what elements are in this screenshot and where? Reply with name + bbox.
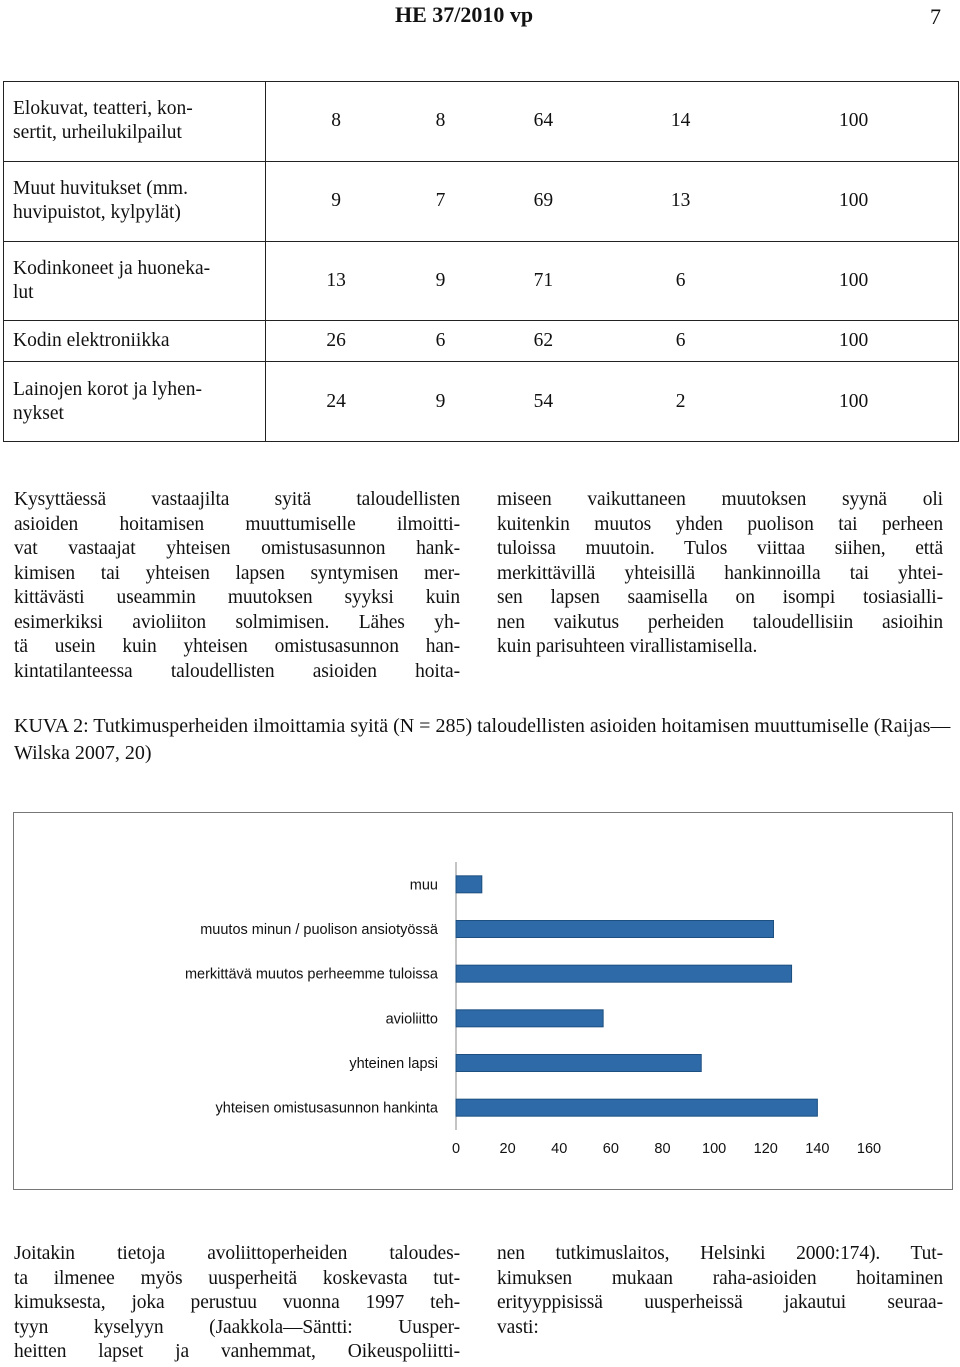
table-row <box>4 362 959 442</box>
table-cell: 13 <box>266 241 407 321</box>
table-cell: 69 <box>475 161 612 241</box>
text-line: Joitakin tietoja avoliittoperheiden taloudes- <box>14 1243 460 1264</box>
table-cell: 62 <box>475 321 612 362</box>
x-tick-label: 80 <box>654 1141 671 1157</box>
text-line: heitten lapset ja vanhemmat, Oikeuspoliitti- <box>14 1341 460 1362</box>
text-line: tuloissa muutoin. Tulos viittaa siihen, että <box>497 538 943 559</box>
row-label-line: Lainojen korot ja lyhen- <box>13 378 202 400</box>
body-text-bottom-left <box>14 1242 460 1365</box>
x-tick-label: 100 <box>702 1141 727 1157</box>
text-line: nen vaikutus perheiden taloudellisiin asioihin <box>497 611 943 633</box>
table-row <box>4 161 959 241</box>
table-cell: 71 <box>475 241 612 321</box>
table-row <box>4 321 959 362</box>
text-line: merkittävillä yhteisillä hankinnoilla tai yhtei- <box>497 562 943 584</box>
page-number: 7 <box>930 4 941 29</box>
table-cell: 14 <box>612 82 749 162</box>
row-label <box>4 82 266 162</box>
table-cell: 6 <box>612 241 749 321</box>
category-label: yhteisen omistusasunnon hankinta <box>215 1100 438 1117</box>
text-line: nen tutkimuslaitos, Helsinki 2000:174). Tut- <box>497 1243 943 1264</box>
row-label <box>4 161 266 241</box>
x-tick-label: 0 <box>451 1141 461 1157</box>
text-line: vasti: <box>497 1316 539 1338</box>
x-tick-label: 160 <box>856 1141 882 1157</box>
table-cell: 24 <box>266 362 407 442</box>
figure-caption: KUVA 2: Tutkimusperheiden ilmoittamia syitä (N = 285) taloudellisten asioiden hoitamisen muuttumiselle (Raijas—Wilska 2007, 20) <box>14 715 951 764</box>
row-label-line: huvipuistot, kylpylät) <box>13 202 181 224</box>
row-label-line: Elokuvat, teatteri, kon- <box>13 98 193 120</box>
text-line: kimisen tai yhteisen lapsen syntymisen mer- <box>14 562 460 584</box>
text-line: miseen vaikuttaneen muutoksen syynä oli <box>497 489 943 510</box>
row-label <box>4 362 266 442</box>
text-line: tyyn kyselyyn (Jaakkola—Säntti: Uusper- <box>14 1316 460 1338</box>
table-cell: 8 <box>406 82 475 162</box>
text-line: kintatilanteessa taloudellisten asioiden hoita- <box>14 660 460 682</box>
text-line: kimuksen mukaan raha-asioiden hoitaminen <box>497 1267 943 1289</box>
table-cell: 9 <box>266 161 407 241</box>
text-line: vat vastaajat yhteisen omistusasunnon hank- <box>14 538 460 559</box>
body-text-top-left <box>14 488 460 684</box>
row-label <box>4 241 266 321</box>
text-line: sen lapsen saamisella on isompi tosiasialli- <box>497 587 943 608</box>
data-table <box>3 81 959 442</box>
table-cell: 100 <box>749 362 958 442</box>
table-cell: 100 <box>749 161 958 241</box>
row-label-line: Kodin elektroniikka <box>13 330 170 352</box>
body-text-top-right <box>497 488 943 660</box>
table-cell: 6 <box>406 321 475 362</box>
category-label: muutos minun / puolison ansiotyössä <box>200 922 438 938</box>
row-label-line: Muut huvitukset (mm. <box>13 178 188 200</box>
table-cell: 100 <box>749 82 958 162</box>
text-line: asioiden hoitamisen muuttumiselle ilmoitti- <box>14 513 460 535</box>
category-label: merkittävä muutos perheemme tuloissa <box>184 966 438 983</box>
text-line: kimuksesta, joka perustuu vuonna 1997 teh- <box>14 1292 460 1313</box>
row-label <box>4 321 266 362</box>
text-line: esimerkiksi avioliiton solmimisen. Lähes yh- <box>14 611 460 633</box>
body-text-bottom-right <box>497 1242 943 1340</box>
x-tick-label: 40 <box>551 1141 568 1157</box>
table-cell: 100 <box>749 241 958 321</box>
document-id: HE 37/2010 vp <box>395 2 534 27</box>
row-label-line: lut <box>13 282 34 304</box>
table-cell: 100 <box>749 321 958 362</box>
category-label: yhteinen lapsi <box>349 1056 438 1072</box>
x-tick-label: 20 <box>499 1141 516 1157</box>
table-cell: 2 <box>612 362 749 442</box>
table-cell: 64 <box>475 82 612 162</box>
x-tick-label: 140 <box>805 1141 830 1157</box>
table-cell: 13 <box>612 161 749 241</box>
table-cell: 54 <box>475 362 612 442</box>
text-line: ta ilmenee myös uusperheitä koskevasta tut- <box>14 1267 460 1289</box>
table-cell: 26 <box>266 321 407 362</box>
text-line: kuin parisuhteen virallistamisella. <box>497 636 758 657</box>
table-cell: 9 <box>406 241 475 321</box>
text-line: kittävästi useammin muutoksen syyksi kuin <box>14 587 460 608</box>
x-tick-label: 60 <box>602 1141 619 1157</box>
text-line: tä usein kuin yhteisen omistusasunnon han- <box>14 636 460 657</box>
table-cell: 8 <box>266 82 407 162</box>
row-label-line: nykset <box>13 402 64 424</box>
chart-frame <box>13 812 953 1190</box>
table-cell: 6 <box>612 321 749 362</box>
row-label-line: sertit, urheilukilpailut <box>13 122 182 144</box>
category-label: muu <box>409 877 438 894</box>
row-label-line: Kodinkoneet ja huoneka- <box>13 258 211 280</box>
text-line: Kysyttäessä vastaajilta syitä taloudellisten <box>14 489 460 510</box>
table-row <box>4 241 959 321</box>
table-cell: 9 <box>406 362 475 442</box>
x-tick-label: 120 <box>753 1141 778 1157</box>
table-cell: 7 <box>406 161 475 241</box>
text-line: erityyppisissä uusperheissä jakautui seuraa- <box>497 1292 943 1313</box>
table-row <box>4 82 959 162</box>
category-label: avioliitto <box>385 1011 438 1028</box>
text-line: kuitenkin muutos yhden puolison tai perheen <box>497 513 943 535</box>
